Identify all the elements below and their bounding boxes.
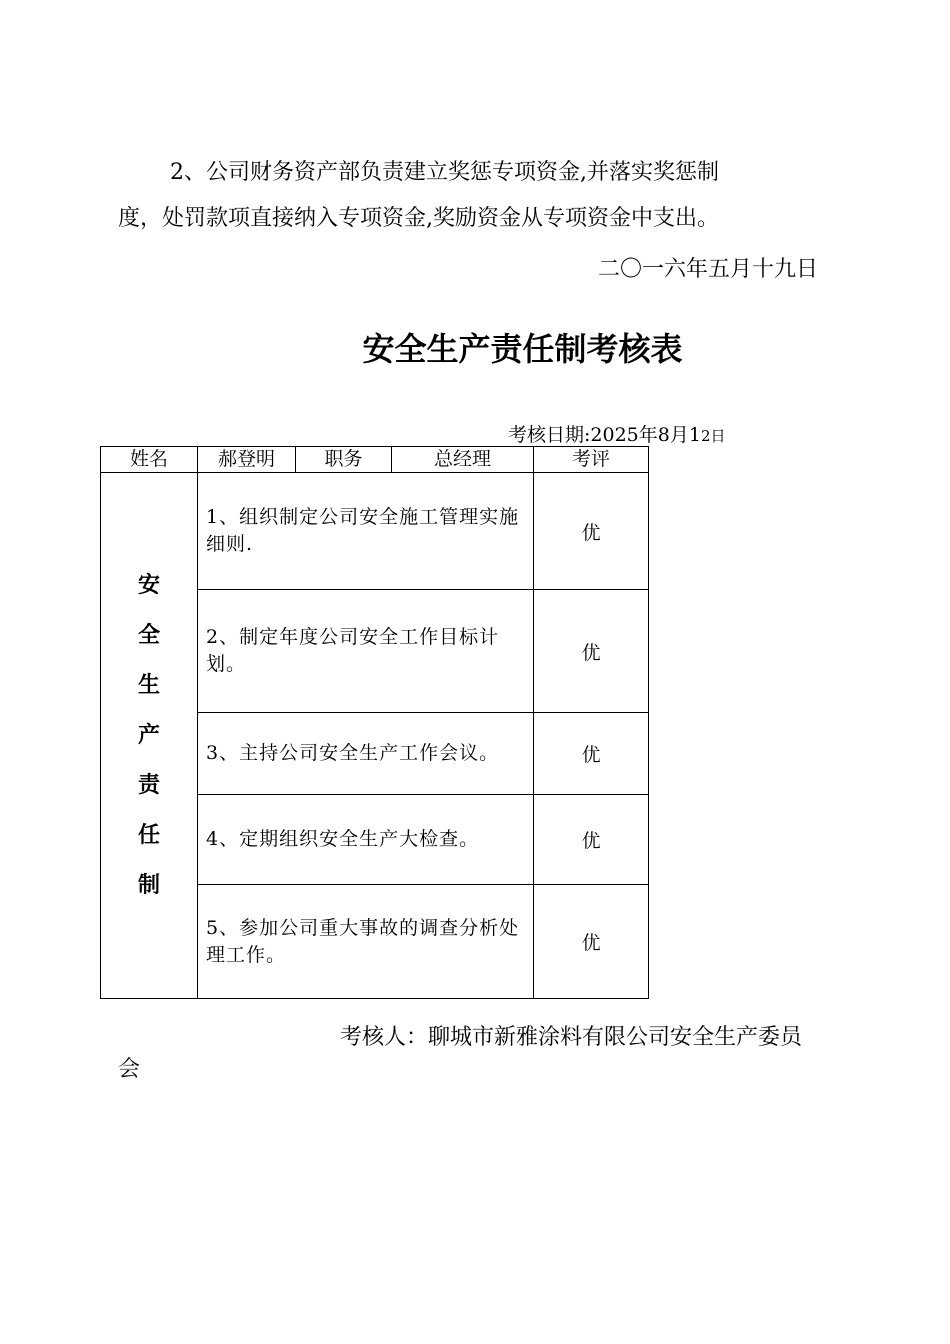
name-value: 郝登明 bbox=[198, 447, 296, 473]
assessor-line-1: 考核人：聊城市新雅涂料有限公司安全生产委员 bbox=[340, 1025, 803, 1050]
assessor-footer bbox=[118, 1022, 838, 1086]
item-cell: 4、定期组织安全生产大检查。 bbox=[198, 795, 534, 885]
position-label: 职务 bbox=[296, 447, 392, 473]
signature-date: 二〇一六年五月十九日 bbox=[597, 257, 818, 282]
category-cell bbox=[101, 473, 198, 999]
paragraph bbox=[118, 150, 818, 242]
grade-cell: 优 bbox=[534, 795, 649, 885]
category-char: 制 bbox=[137, 872, 160, 898]
assessor-line-2: 会 bbox=[118, 1057, 141, 1082]
item-cell: 5、参加公司重大事故的调查分析处理工作。 bbox=[198, 885, 534, 999]
category-char: 安 bbox=[137, 572, 160, 598]
position-value: 总经理 bbox=[392, 447, 534, 473]
exam-date bbox=[508, 420, 726, 447]
grade-cell: 优 bbox=[534, 590, 649, 713]
grade-cell: 优 bbox=[534, 473, 649, 590]
category-char: 任 bbox=[137, 822, 160, 848]
table-header-row bbox=[101, 447, 649, 473]
category-char: 生 bbox=[137, 672, 160, 698]
category-char: 全 bbox=[137, 622, 160, 648]
paragraph-line-2: 度，处罚款项直接纳入专项资金,奖励资金从专项资金中支出。 bbox=[118, 206, 719, 231]
item-cell: 1、组织制定公司安全施工管理实施细则. bbox=[198, 473, 534, 590]
exam-date-suffix: 日 bbox=[710, 427, 726, 445]
grade-label: 考评 bbox=[534, 447, 649, 473]
exam-date-prefix: 考核日期:2025年8月1 bbox=[508, 424, 701, 446]
item-cell: 3、主持公司安全生产工作会议。 bbox=[198, 713, 534, 795]
grade-cell: 优 bbox=[534, 885, 649, 999]
grade-cell: 优 bbox=[534, 713, 649, 795]
table-row bbox=[101, 473, 649, 590]
paragraph-line-1: 2、公司财务资产部负责建立奖惩专项资金,并落实奖惩制 bbox=[170, 160, 719, 185]
page-title: 安全生产责任制考核表 bbox=[362, 330, 683, 368]
category-char: 产 bbox=[137, 722, 160, 748]
assessment-table bbox=[100, 446, 649, 999]
item-cell: 2、制定年度公司安全工作目标计划。 bbox=[198, 590, 534, 713]
name-label: 姓名 bbox=[101, 447, 198, 473]
exam-date-day-tail: 2 bbox=[700, 427, 711, 445]
category-char: 责 bbox=[137, 772, 160, 798]
